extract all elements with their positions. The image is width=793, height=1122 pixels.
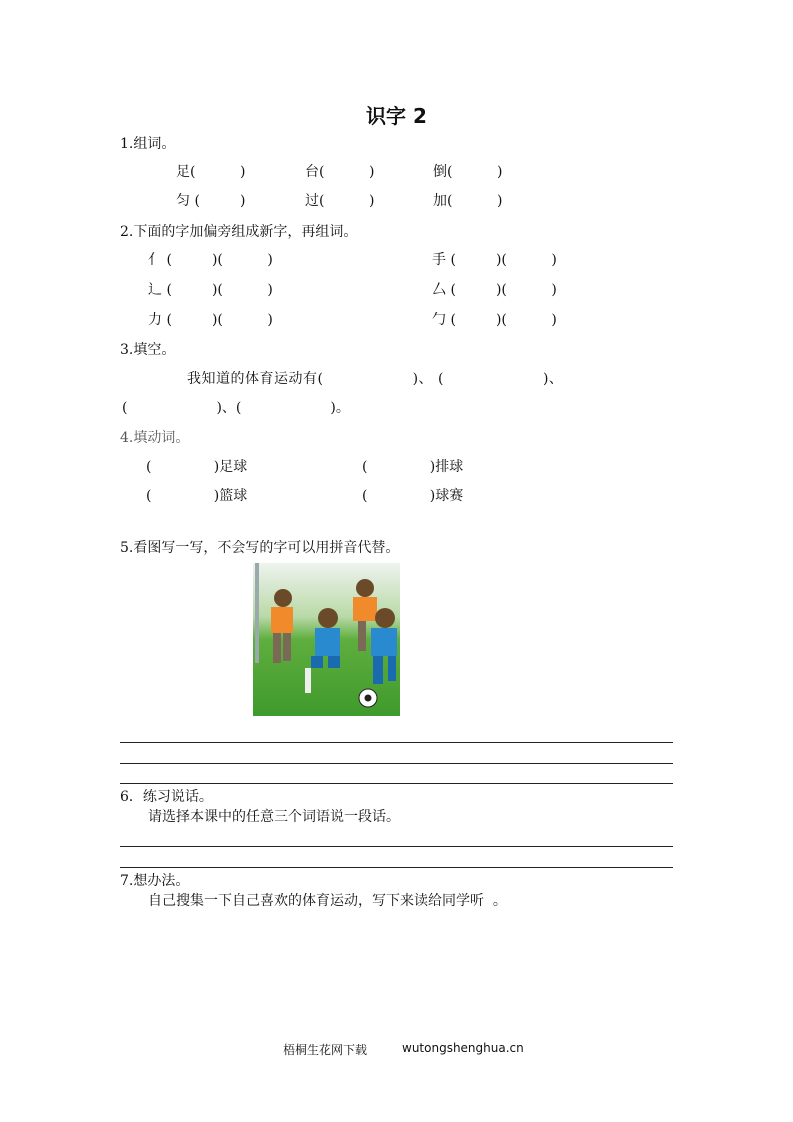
page-title: 识字 2 <box>366 104 427 128</box>
q1-item: 足( ) <box>176 164 246 180</box>
answer-line[interactable] <box>120 846 673 847</box>
answer-line[interactable] <box>120 867 673 868</box>
q3-line: 我知道的体育运动有( )、 ( )、 <box>187 371 564 387</box>
q2-item: 厶 ( )( ) <box>432 282 557 298</box>
q7-heading: 7.想办法。 <box>120 873 190 889</box>
q1-item: 台( ) <box>305 164 375 180</box>
q3-line: ( )、( )。 <box>122 400 350 416</box>
q3-heading: 3.填空。 <box>120 342 176 358</box>
answer-line[interactable] <box>120 742 673 743</box>
answer-line[interactable] <box>120 783 673 784</box>
q2-item: 亻 ( )( ) <box>148 252 273 268</box>
q1-heading: 1.组词。 <box>120 136 176 152</box>
q1-item: 过( ) <box>305 193 375 209</box>
q6-heading: 6．练习说话。 <box>120 789 213 805</box>
q1-item: 倒( ) <box>433 164 503 180</box>
q2-item: 力 ( )( ) <box>148 312 273 328</box>
q1-item: 匀 ( ) <box>176 193 246 209</box>
q4-heading: 4.填动词。 <box>120 430 190 446</box>
q2-heading: 2.下面的字加偏旁组成新字，再组词。 <box>120 224 358 240</box>
q6-prompt: 请选择本课中的任意三个词语说一段话。 <box>148 809 400 825</box>
footer-source: 梧桐生花网下载 <box>283 1043 368 1057</box>
q7-prompt: 自己搜集一下自己喜欢的体育运动，写下来读给同学听 。 <box>148 893 507 909</box>
soccer-ball-icon <box>359 689 377 707</box>
q4-item: ( )篮球 <box>146 488 248 504</box>
q2-item: 手 ( )( ) <box>432 252 557 268</box>
answer-line[interactable] <box>120 763 673 764</box>
footer-url[interactable]: wutongshenghua.cn <box>402 1041 524 1055</box>
q2-item: 辶 ( )( ) <box>148 282 273 298</box>
q4-item: ( )排球 <box>362 459 464 475</box>
q4-item: ( )球赛 <box>362 488 464 504</box>
q1-item: 加( ) <box>433 193 503 209</box>
q2-item: 勹 ( )( ) <box>432 312 557 328</box>
q5-heading: 5.看图写一写，不会写的字可以用拼音代替。 <box>120 540 400 556</box>
q4-item: ( )足球 <box>146 459 248 475</box>
soccer-illustration <box>253 563 400 716</box>
